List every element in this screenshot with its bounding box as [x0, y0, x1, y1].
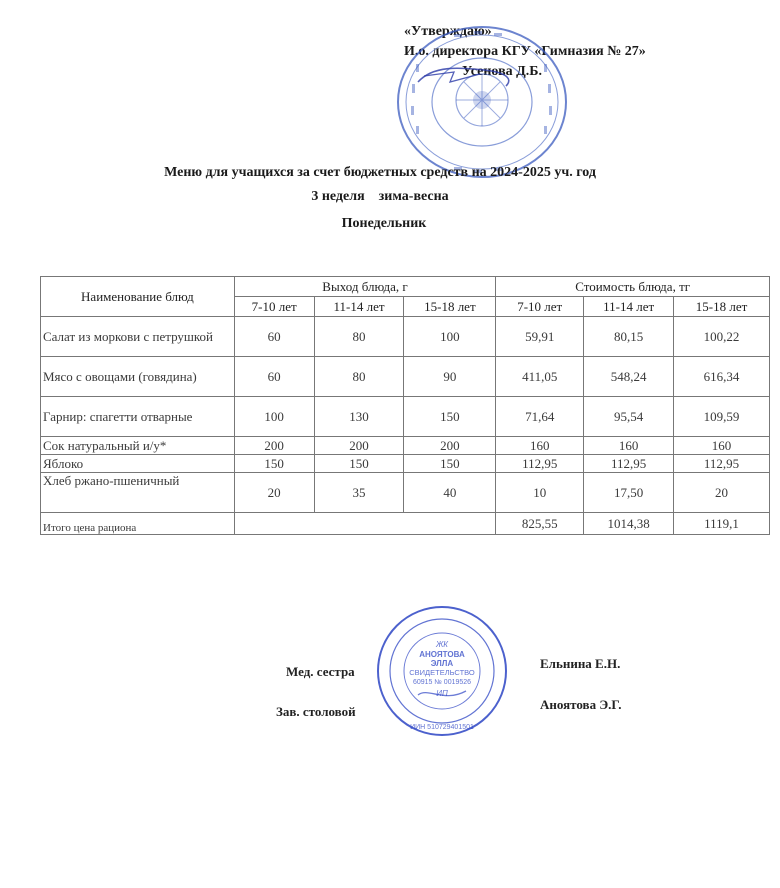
- menu-title: Меню для учащихся за счет бюджетных средств на 2024-2025 уч. год: [164, 165, 596, 180]
- cost-value: 160: [674, 437, 770, 455]
- bottom-seal-stamp: [374, 603, 510, 739]
- cost-value: 59,91: [496, 317, 584, 357]
- table-row: [41, 473, 770, 513]
- canteen-name: Аноятова Э.Г.: [540, 697, 622, 712]
- approval-line-1: «Утверждаю»: [404, 24, 492, 39]
- table-row: [41, 317, 770, 357]
- yield-value: 80: [314, 317, 404, 357]
- col-cost-age-1: 7-10 лет: [496, 297, 584, 317]
- day-of-week: Понедельник: [341, 216, 427, 231]
- seal-text-5: 60915 № 0019526: [412, 679, 472, 686]
- yield-value: 200: [404, 437, 496, 455]
- dish-name: Мясо с овощами (говядина): [41, 357, 235, 397]
- cost-value: 160: [584, 437, 674, 455]
- table-row: [41, 397, 770, 437]
- yield-value: 100: [234, 397, 314, 437]
- yield-value: 60: [234, 357, 314, 397]
- cost-value: 112,95: [496, 455, 584, 473]
- total-row: [41, 513, 770, 535]
- canteen-role: Зав. столовой: [276, 704, 356, 719]
- yield-value: 150: [234, 455, 314, 473]
- table-row: [41, 455, 770, 473]
- cost-value: 10: [496, 473, 584, 513]
- total-cost-value: 1119,1: [674, 513, 770, 535]
- cost-value: 80,15: [584, 317, 674, 357]
- seal-text-4: СВИДЕТЕЛЬСТВО: [409, 668, 475, 677]
- table-row: [41, 357, 770, 397]
- col-cost-age-2: 11-14 лет: [584, 297, 674, 317]
- yield-value: 150: [404, 397, 496, 437]
- yield-value: 130: [314, 397, 404, 437]
- yield-value: 150: [404, 455, 496, 473]
- seal-text-2: АНОЯТОВА: [419, 650, 465, 659]
- cost-value: 109,59: [674, 397, 770, 437]
- yield-value: 60: [234, 317, 314, 357]
- col-group-yield: Выход блюда, г: [234, 277, 496, 297]
- yield-value: 100: [404, 317, 496, 357]
- total-cost-value: 825,55: [496, 513, 584, 535]
- seal-text-bottom: ИИН 510729401501: [410, 724, 474, 731]
- cost-value: 160: [496, 437, 584, 455]
- cost-value: 17,50: [584, 473, 674, 513]
- table-row: [41, 437, 770, 455]
- cost-value: 548,24: [584, 357, 674, 397]
- yield-value: 35: [314, 473, 404, 513]
- cost-value: 112,95: [584, 455, 674, 473]
- cost-value: 71,64: [496, 397, 584, 437]
- col-group-cost: Стоимость блюда, тг: [496, 277, 770, 297]
- dish-name: Хлеб ржано-пшеничный: [41, 473, 235, 513]
- yield-value: 20: [234, 473, 314, 513]
- cost-value: 100,22: [674, 317, 770, 357]
- seal-text-3: ЭЛЛА: [430, 659, 454, 668]
- approval-line-2: И.о. директора КГУ «Гимназия № 27»: [404, 44, 646, 59]
- nurse-name: Ельнина Е.Н.: [540, 656, 621, 671]
- seal-text-6: ИП: [436, 689, 448, 698]
- nurse-role: Мед. сестра: [286, 664, 355, 679]
- week-season: 3 неделя зима-весна: [311, 189, 449, 204]
- total-label: Итого цена рациона: [41, 513, 235, 535]
- menu-table: [40, 276, 770, 535]
- yield-value: 200: [314, 437, 404, 455]
- col-dish-name: Наименование блюд: [41, 277, 235, 317]
- dish-name: Салат из моркови с петрушкой: [41, 317, 235, 357]
- col-yield-age-3: 15-18 лет: [404, 297, 496, 317]
- yield-value: 40: [404, 473, 496, 513]
- yield-value: 150: [314, 455, 404, 473]
- seal-text-1: ЖК: [435, 640, 449, 649]
- yield-value: 90: [404, 357, 496, 397]
- dish-name: Яблоко: [41, 455, 235, 473]
- cost-value: 616,34: [674, 357, 770, 397]
- cost-value: 112,95: [674, 455, 770, 473]
- total-yield-empty: [234, 513, 496, 535]
- col-yield-age-2: 11-14 лет: [314, 297, 404, 317]
- top-seal-stamp: [394, 24, 570, 180]
- cost-value: 411,05: [496, 357, 584, 397]
- col-yield-age-1: 7-10 лет: [234, 297, 314, 317]
- approval-line-3: Усенова Д.Б.: [462, 64, 543, 79]
- col-cost-age-3: 15-18 лет: [674, 297, 770, 317]
- yield-value: 200: [234, 437, 314, 455]
- cost-value: 95,54: [584, 397, 674, 437]
- dish-name: Гарнир: спагетти отварные: [41, 397, 235, 437]
- total-cost-value: 1014,38: [584, 513, 674, 535]
- yield-value: 80: [314, 357, 404, 397]
- dish-name: Сок натуральный и/у*: [41, 437, 235, 455]
- cost-value: 20: [674, 473, 770, 513]
